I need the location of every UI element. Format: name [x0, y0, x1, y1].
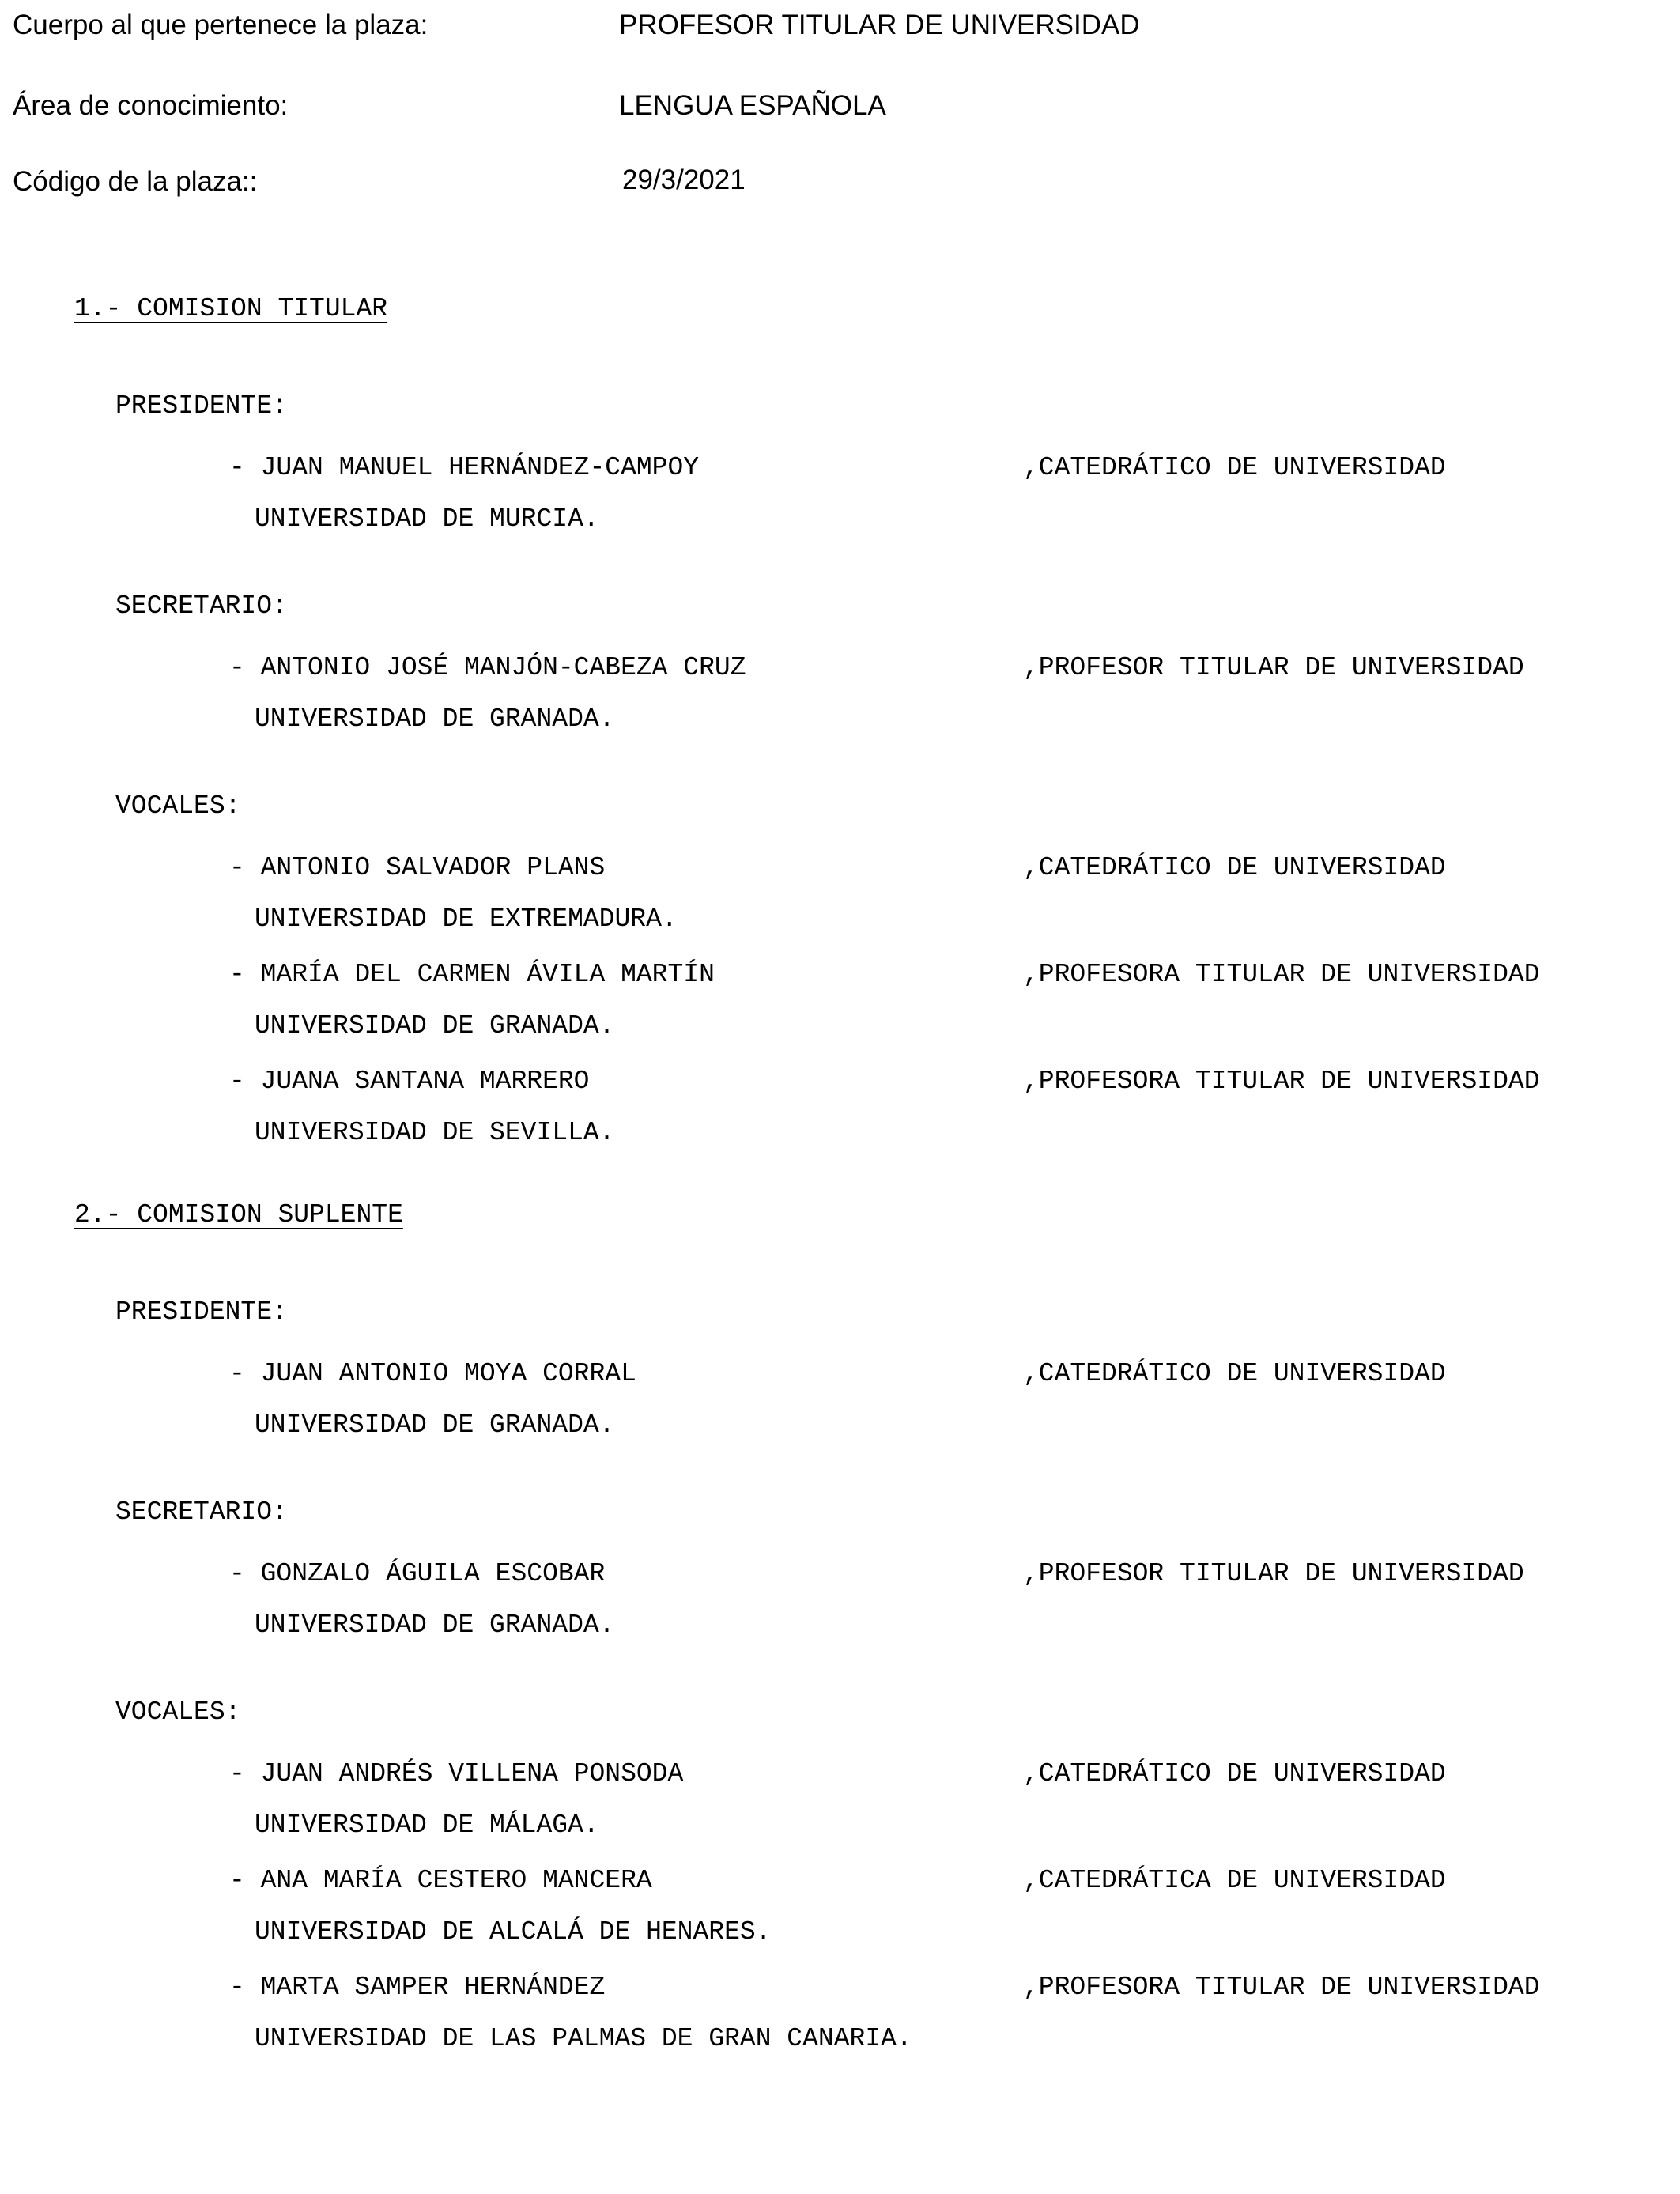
area-value: LENGUA ESPAÑOLA [619, 90, 886, 121]
titular-vocal-position: ,PROFESORA TITULAR DE UNIVERSIDAD [1023, 960, 1540, 989]
titular-vocal-university: UNIVERSIDAD DE GRANADA. [255, 1011, 615, 1040]
suplente-vocal-university: UNIVERSIDAD DE ALCALÁ DE HENARES. [255, 1917, 772, 1947]
titular-secretario-position: ,PROFESOR TITULAR DE UNIVERSIDAD [1023, 653, 1524, 682]
suplente-vocal-position: ,PROFESORA TITULAR DE UNIVERSIDAD [1023, 1973, 1540, 2002]
titular-heading: 1.- COMISION TITULAR [74, 294, 388, 323]
codigo-value: 29/3/2021 [622, 164, 746, 195]
titular-vocal-position: ,CATEDRÁTICO DE UNIVERSIDAD [1023, 853, 1446, 882]
titular-presidente-position: ,CATEDRÁTICO DE UNIVERSIDAD [1023, 453, 1446, 482]
titular-secretario-label: SECRETARIO: [115, 591, 288, 621]
suplente-heading: 2.- COMISION SUPLENTE [74, 1200, 403, 1229]
suplente-presidente-position: ,CATEDRÁTICO DE UNIVERSIDAD [1023, 1359, 1446, 1388]
cuerpo-label: Cuerpo al que pertenece la plaza: [13, 9, 428, 40]
titular-vocal-name: - JUANA SANTANA MARRERO [229, 1067, 590, 1096]
suplente-vocales-label: VOCALES: [115, 1697, 241, 1727]
suplente-vocal-name: - ANA MARÍA CESTERO MANCERA [229, 1866, 652, 1895]
suplente-secretario-position: ,PROFESOR TITULAR DE UNIVERSIDAD [1023, 1559, 1524, 1588]
suplente-presidente-label: PRESIDENTE: [115, 1297, 288, 1327]
suplente-presidente-name: - JUAN ANTONIO MOYA CORRAL [229, 1359, 636, 1388]
cuerpo-value: PROFESOR TITULAR DE UNIVERSIDAD [619, 9, 1140, 40]
titular-presidente-university: UNIVERSIDAD DE MURCIA. [255, 504, 599, 534]
titular-presidente-name: - JUAN MANUEL HERNÁNDEZ-CAMPOY [229, 453, 700, 482]
titular-vocal-university: UNIVERSIDAD DE EXTREMADURA. [255, 904, 678, 934]
titular-presidente-label: PRESIDENTE: [115, 391, 288, 421]
suplente-secretario-university: UNIVERSIDAD DE GRANADA. [255, 1611, 615, 1640]
codigo-label: Código de la plaza:: [13, 166, 258, 197]
suplente-vocal-position: ,CATEDRÁTICO DE UNIVERSIDAD [1023, 1759, 1446, 1788]
suplente-secretario-label: SECRETARIO: [115, 1497, 288, 1527]
titular-vocal-university: UNIVERSIDAD DE SEVILLA. [255, 1118, 615, 1147]
titular-secretario-university: UNIVERSIDAD DE GRANADA. [255, 704, 615, 734]
suplente-vocal-name: - JUAN ANDRÉS VILLENA PONSODA [229, 1759, 684, 1788]
titular-vocales-label: VOCALES: [115, 791, 241, 821]
suplente-presidente-university: UNIVERSIDAD DE GRANADA. [255, 1410, 615, 1440]
titular-vocal-name: - ANTONIO SALVADOR PLANS [229, 853, 606, 882]
suplente-vocal-name: - MARTA SAMPER HERNÁNDEZ [229, 1973, 606, 2002]
titular-secretario-name: - ANTONIO JOSÉ MANJÓN-CABEZA CRUZ [229, 653, 746, 682]
area-label: Área de conocimiento: [13, 90, 289, 121]
suplente-vocal-university: UNIVERSIDAD DE MÁLAGA. [255, 1811, 599, 1840]
titular-vocal-name: - MARÍA DEL CARMEN ÁVILA MARTÍN [229, 960, 715, 989]
titular-vocal-position: ,PROFESORA TITULAR DE UNIVERSIDAD [1023, 1067, 1540, 1096]
suplente-vocal-position: ,CATEDRÁTICA DE UNIVERSIDAD [1023, 1866, 1446, 1895]
suplente-vocal-university: UNIVERSIDAD DE LAS PALMAS DE GRAN CANARIA. [255, 2024, 912, 2053]
suplente-secretario-name: - GONZALO ÁGUILA ESCOBAR [229, 1559, 606, 1588]
